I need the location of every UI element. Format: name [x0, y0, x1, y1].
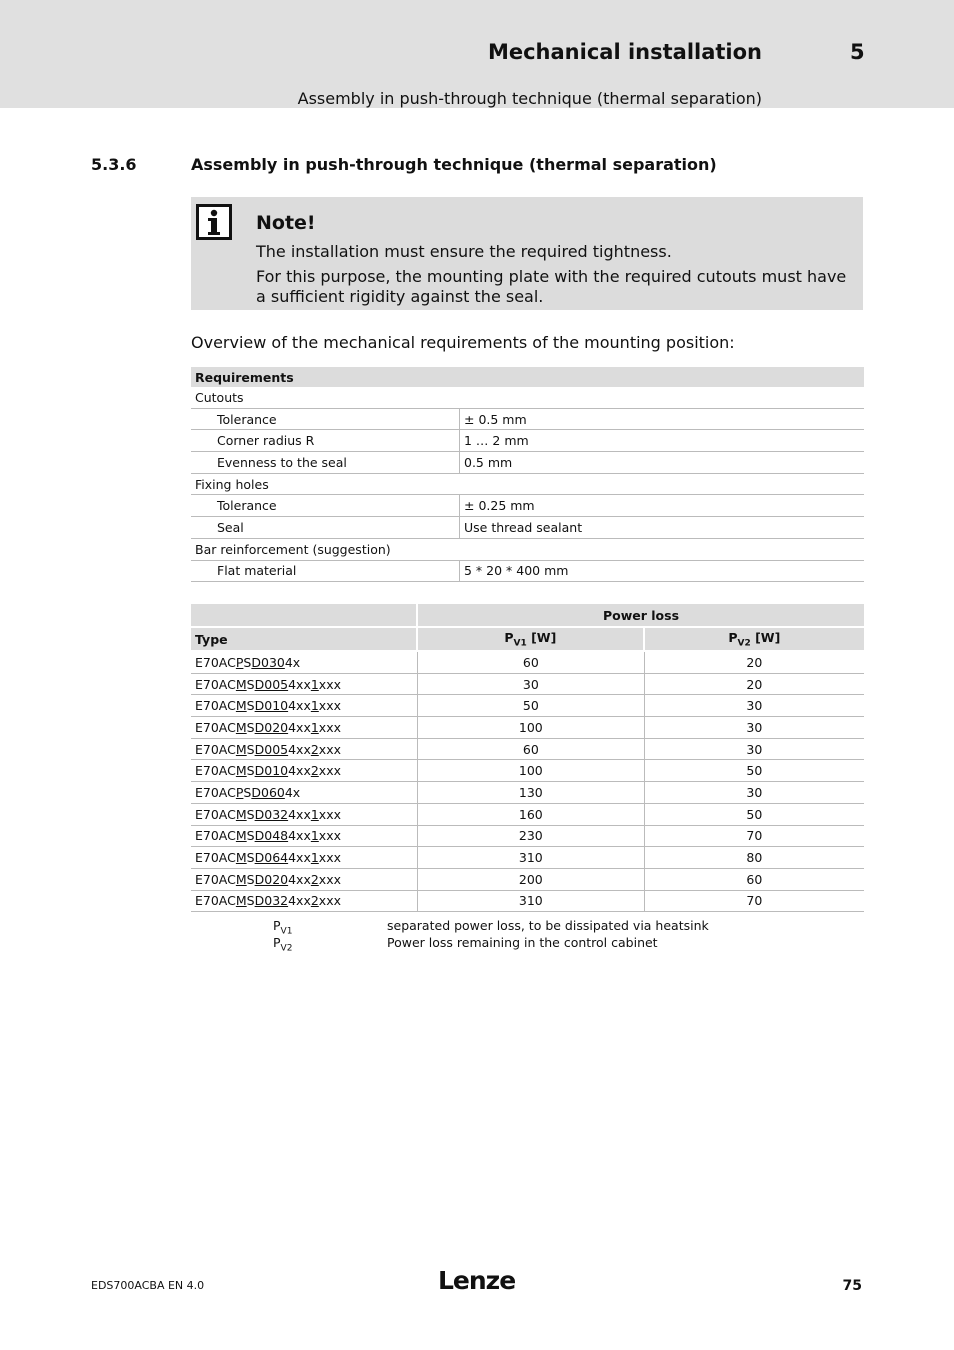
- requirements-category-row: [191, 538, 864, 560]
- pv1-header: $P_{V1}$ [W]: [418, 628, 645, 652]
- requirements-row: [191, 560, 864, 582]
- power-loss-row: [191, 739, 864, 761]
- requirements-row: [191, 495, 864, 517]
- power-loss-row: [191, 826, 864, 848]
- note-text: For this purpose, the mounting plate with the required cutouts must have a sufficient rigidity against the seal.: [256, 267, 847, 306]
- note-text: The installation must ensure the required tightness.: [256, 242, 672, 261]
- power-loss-row: [191, 652, 864, 674]
- type-header: Type: [191, 628, 418, 652]
- pv2-value: 50: [645, 804, 864, 826]
- type-code: E70ACMSD0104xx1xxx: [191, 695, 418, 717]
- legend-description: separated power loss, to be dissipated via heatsink: [387, 918, 709, 933]
- type-code: E70ACPSD0604x: [191, 782, 418, 804]
- section-number: 5.3.6: [91, 155, 137, 174]
- type-code: E70ACMSD0204xx2xxx: [191, 869, 418, 891]
- requirement-value: ± 0.25 mm: [460, 495, 865, 517]
- power-loss-table: [191, 604, 864, 912]
- pv2-value: 20: [645, 674, 864, 696]
- legend-symbol: $P_{V1}$: [273, 918, 293, 937]
- pv1-value: 100: [418, 760, 645, 782]
- requirements-row: [191, 452, 864, 474]
- pv1-value: 310: [418, 847, 645, 869]
- pv2-value: 70: [645, 826, 864, 848]
- pv1-value: 160: [418, 804, 645, 826]
- pv2-value: 60: [645, 869, 864, 891]
- power-loss-row: [191, 847, 864, 869]
- pv2-value: 80: [645, 847, 864, 869]
- chapter-title: Mechanical installation: [487, 40, 762, 64]
- pv2-value: 30: [645, 782, 864, 804]
- pv1-value: 50: [418, 695, 645, 717]
- requirement-label: Seal: [191, 517, 460, 539]
- requirement-value: 0.5 mm: [460, 452, 865, 474]
- requirement-value: Use thread sealant: [460, 517, 865, 539]
- type-code: E70ACMSD0324xx1xxx: [191, 804, 418, 826]
- power-loss-row: [191, 695, 864, 717]
- power-loss-row: [191, 891, 864, 913]
- power-loss-row: [191, 717, 864, 739]
- pv1-value: 200: [418, 869, 645, 891]
- pv1-value: 60: [418, 739, 645, 761]
- requirement-category: Cutouts: [191, 387, 864, 408]
- info-icon: [196, 204, 232, 240]
- pv2-value: 30: [645, 695, 864, 717]
- requirement-label: Flat material: [191, 560, 460, 582]
- type-code: E70ACMSD0104xx2xxx: [191, 760, 418, 782]
- requirement-label: Tolerance: [191, 408, 460, 430]
- type-code: E70ACMSD0054xx2xxx: [191, 739, 418, 761]
- requirement-label: Corner radius R: [191, 430, 460, 452]
- power-loss-row: [191, 674, 864, 696]
- requirements-header: Requirements: [191, 367, 864, 387]
- power-loss-header: Power loss: [418, 604, 864, 628]
- type-code: E70ACPSD0304x: [191, 652, 418, 674]
- power-loss-row: [191, 782, 864, 804]
- legend-description: Power loss remaining in the control cabinet: [387, 935, 658, 950]
- requirement-label: Evenness to the seal: [191, 452, 460, 474]
- page-number: 75: [842, 1278, 862, 1294]
- pv1-value: 230: [418, 826, 645, 848]
- requirements-row: [191, 517, 864, 539]
- pv2-header: $P_{V2}$ [W]: [645, 628, 864, 652]
- section-title: Assembly in push-through technique (thermal separation): [191, 155, 717, 174]
- pv2-value: 30: [645, 717, 864, 739]
- requirement-category: Fixing holes: [191, 473, 864, 495]
- type-code: E70ACMSD0054xx1xxx: [191, 674, 418, 696]
- pv1-value: 100: [418, 717, 645, 739]
- type-code: E70ACMSD0484xx1xxx: [191, 826, 418, 848]
- requirement-value: 5 * 20 * 400 mm: [460, 560, 865, 582]
- type-code: E70ACMSD0324xx2xxx: [191, 891, 418, 913]
- requirement-category: Bar reinforcement (suggestion): [191, 538, 864, 560]
- pv1-value: 310: [418, 891, 645, 913]
- power-loss-row: [191, 804, 864, 826]
- chapter-number: 5: [850, 40, 865, 64]
- requirements-table: [191, 367, 864, 582]
- type-code: E70ACMSD0204xx1xxx: [191, 717, 418, 739]
- legend-symbol: $P_{V2}$: [273, 935, 293, 954]
- requirements-row: [191, 408, 864, 430]
- blank-header: [191, 604, 418, 628]
- pv2-value: 70: [645, 891, 864, 913]
- requirements-row: [191, 430, 864, 452]
- requirement-value: ± 0.5 mm: [460, 408, 865, 430]
- power-loss-row: [191, 760, 864, 782]
- requirements-category-row: [191, 387, 864, 408]
- pv1-value: 30: [418, 674, 645, 696]
- pv1-value: 60: [418, 652, 645, 674]
- pv1-value: 130: [418, 782, 645, 804]
- pv2-value: 20: [645, 652, 864, 674]
- type-code: E70ACMSD0644xx1xxx: [191, 847, 418, 869]
- document-id: EDS700ACBA EN 4.0: [91, 1279, 205, 1292]
- pv2-value: 50: [645, 760, 864, 782]
- note-title: Note!: [256, 212, 316, 234]
- header-subtitle: Assembly in push-through technique (thermal separation): [297, 89, 762, 108]
- requirement-value: 1 … 2 mm: [460, 430, 865, 452]
- lenze-logo: Lenze: [438, 1266, 516, 1295]
- requirement-label: Tolerance: [191, 495, 460, 517]
- power-loss-row: [191, 869, 864, 891]
- requirements-category-row: [191, 473, 864, 495]
- pv2-value: 30: [645, 739, 864, 761]
- overview-text: Overview of the mechanical requirements of the mounting position:: [191, 333, 735, 352]
